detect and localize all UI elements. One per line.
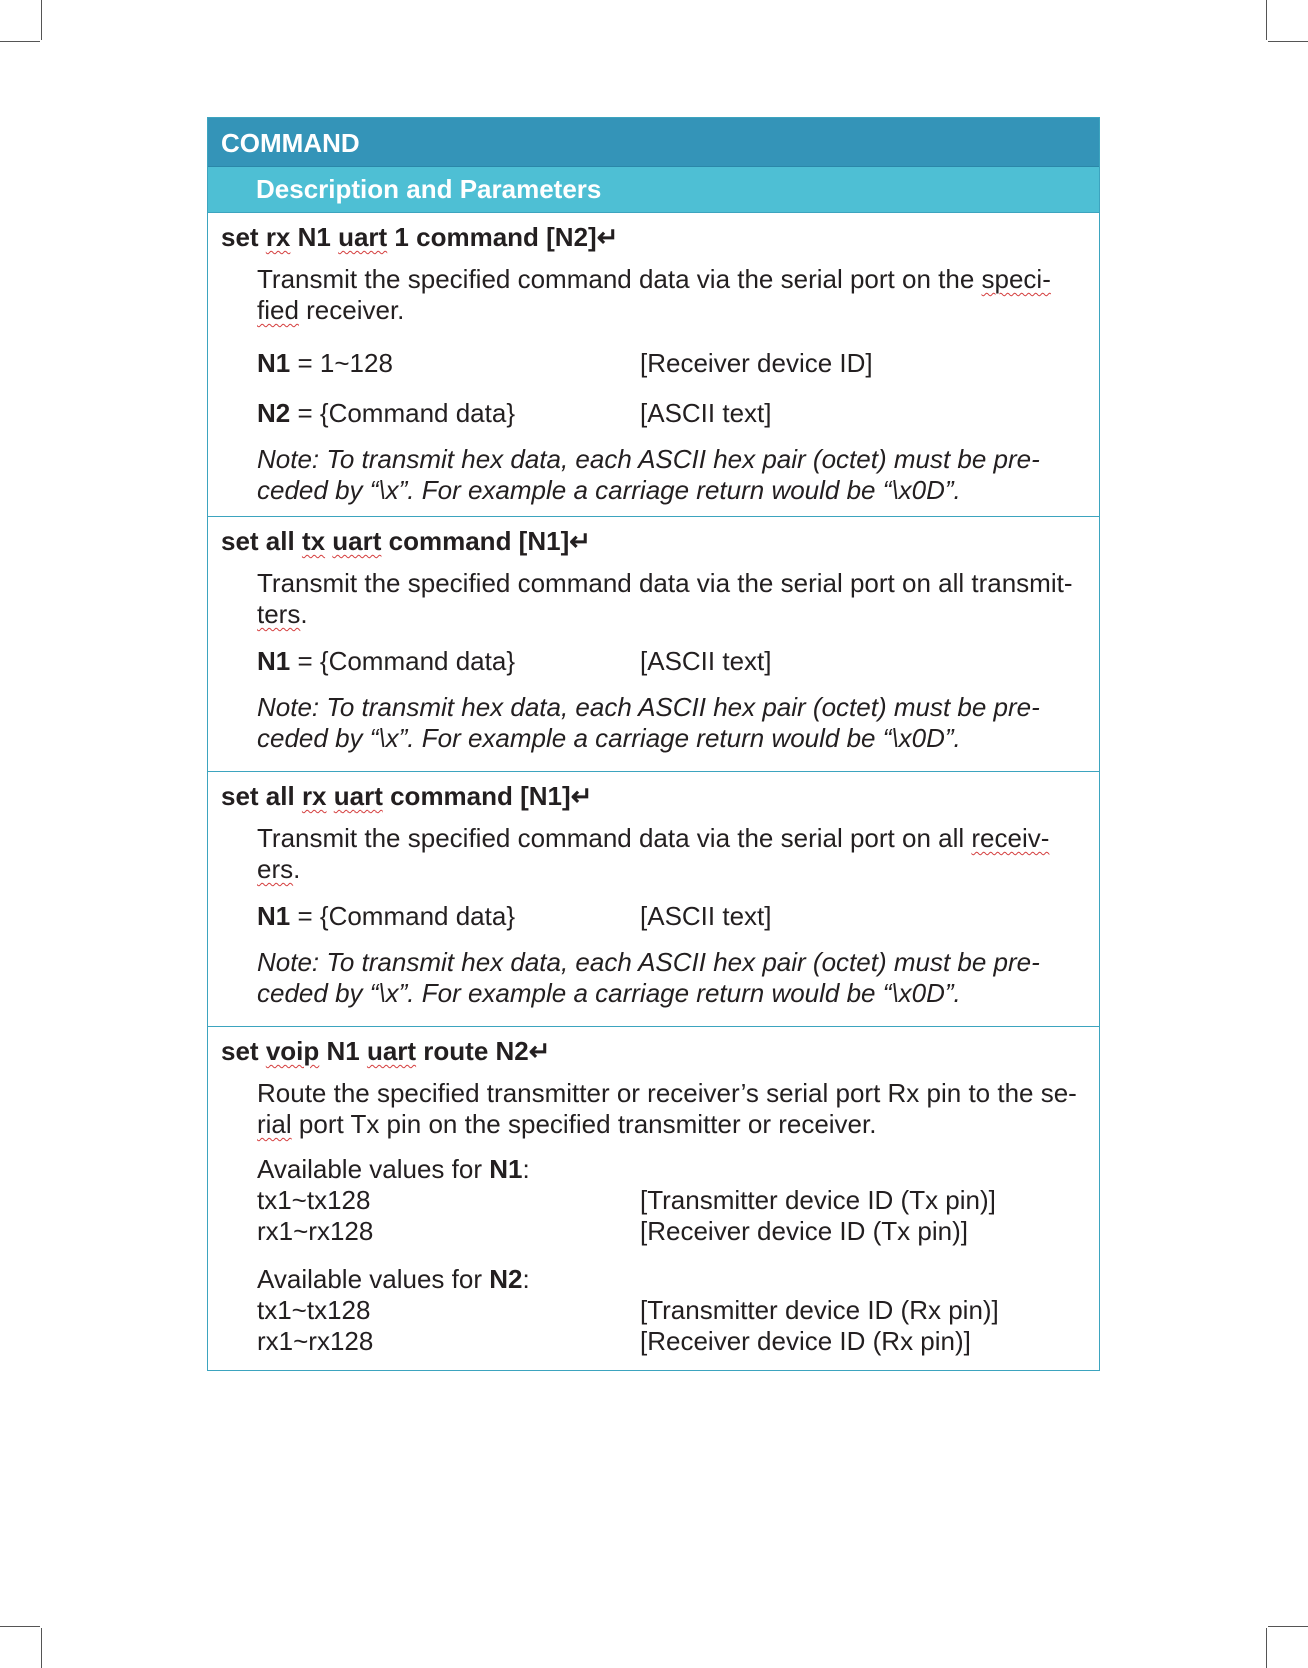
command-section (208, 771, 1099, 1026)
crop-mark (41, 0, 42, 40)
command-description: Transmit the specified command data via the serial port on all receiv- ers. (257, 823, 1050, 884)
crop-mark (0, 1626, 40, 1627)
command-section (208, 213, 1099, 516)
hex-note: Note: To transmit hex data, each ASCII hex pair (octet) must be pre- ceded by “\x”. For example a carriage return would be “\x0D”. (257, 444, 1040, 505)
crop-mark (1266, 0, 1267, 40)
table-header-description: Description and Parameters (208, 166, 1099, 213)
command-description: Transmit the specified command data via the serial port on the speci- fied receiver. (257, 264, 1051, 325)
command-syntax: set voip N1 uart route N2↵ (221, 1036, 551, 1066)
return-icon: ↵ (596, 222, 619, 252)
table-header-command: COMMAND (208, 118, 1099, 166)
command-description: Transmit the specified command data via the serial port on all transmit- ters. (257, 568, 1073, 629)
hex-note: Note: To transmit hex data, each ASCII hex pair (octet) must be pre- ceded by “\x”. For example a carriage return would be “\x0D”. (257, 692, 1040, 753)
return-icon: ↵ (569, 526, 592, 556)
return-icon: ↵ (570, 781, 593, 811)
available-values-n1-label: Available values for N1: (257, 1154, 530, 1184)
crop-mark (41, 1628, 42, 1668)
hex-note: Note: To transmit hex data, each ASCII hex pair (octet) must be pre- ceded by “\x”. For example a carriage return would be “\x0D”. (257, 947, 1040, 1008)
crop-mark (1268, 1626, 1308, 1627)
available-values-n2-label: Available values for N2: (257, 1264, 530, 1294)
parameter-row: N2 = {Command data} [ASCII text] (257, 398, 772, 428)
crop-mark (1268, 41, 1308, 42)
crop-mark (1266, 1628, 1267, 1668)
command-table (207, 117, 1100, 1371)
value-row: rx1~rx128 [Receiver device ID (Rx pin)] (257, 1326, 971, 1356)
command-syntax: set all rx uart command [N1]↵ (221, 781, 593, 811)
value-row: tx1~tx128 [Transmitter device ID (Tx pin)] (257, 1185, 996, 1215)
value-row: tx1~tx128 [Transmitter device ID (Rx pin)] (257, 1295, 999, 1325)
command-section (208, 516, 1099, 771)
parameter-row: N1 = 1~128 [Receiver device ID] (257, 348, 873, 378)
command-syntax: set all tx uart command [N1]↵ (221, 526, 592, 556)
return-icon: ↵ (528, 1036, 551, 1066)
value-row: rx1~rx128 [Receiver device ID (Tx pin)] (257, 1216, 968, 1246)
parameter-row: N1 = {Command data} [ASCII text] (257, 901, 772, 931)
command-syntax: set rx N1 uart 1 command [N2]↵ (221, 222, 619, 252)
parameter-row: N1 = {Command data} [ASCII text] (257, 646, 772, 676)
command-section (208, 1026, 1099, 1370)
command-description: Route the specified transmitter or receiver’s serial port Rx pin to the se- rial port Tx pin on the specified transmitter or receiver. (257, 1078, 1077, 1139)
crop-mark (0, 41, 40, 42)
